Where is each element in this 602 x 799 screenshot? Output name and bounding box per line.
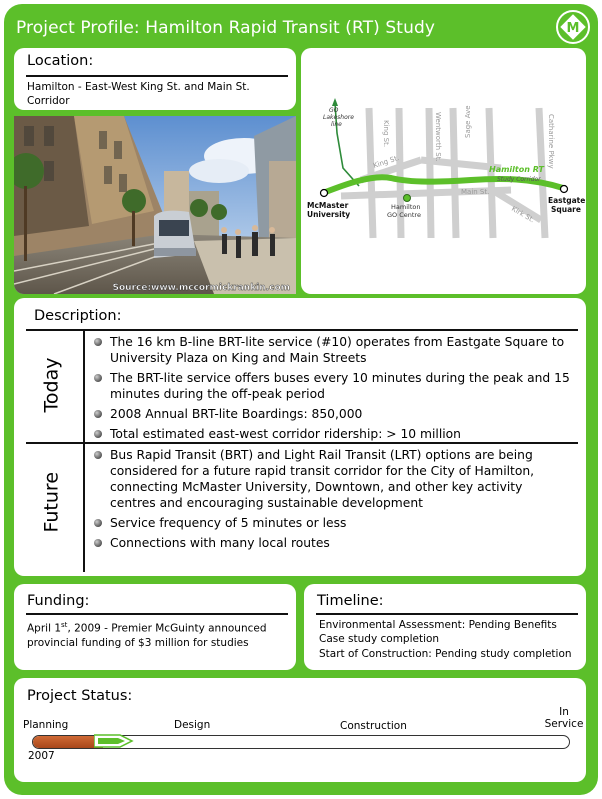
stage-design: Design	[174, 719, 211, 731]
bullet-icon	[94, 374, 102, 382]
stop-label-go-1: Hamilton	[391, 203, 421, 211]
status-arrow-icon	[94, 733, 134, 749]
bullet-icon	[94, 430, 102, 438]
today-bullets	[90, 334, 570, 446]
location-heading: Location:	[27, 53, 94, 69]
street-label: King St.	[372, 153, 401, 170]
corridor-map	[301, 48, 586, 294]
stop-label-eastgate-2: Square	[551, 205, 581, 214]
logo-letter: M	[566, 21, 580, 36]
street-label: Wentworth St.	[434, 112, 442, 162]
timeline-rule	[316, 613, 578, 615]
status-heading: Project Status:	[27, 688, 133, 704]
bullet-item: Service frequency of 5 minutes or less	[90, 515, 570, 531]
rt-line-sub: Study Corridor	[497, 176, 541, 183]
future-label: Future	[40, 471, 63, 533]
street-label: Sage Ave	[464, 105, 472, 138]
stage-construction: Construction	[340, 720, 407, 732]
bullet-item: Bus Rapid Transit (BRT) and Light Rail Transit (LRT) options are being considered for a future rapid transit corridor for the City of Hamilton, connecting McMaster University, Downtown, and other key activity centres and encouraging sustainable development	[90, 447, 570, 511]
photo-credit: Source:www.mccormickrankin.com	[112, 283, 290, 293]
bullet-item: Total estimated east-west corridor ridership: > 10 million	[90, 426, 570, 442]
bullet-icon	[94, 410, 102, 418]
funding-rule	[26, 613, 288, 615]
go-label-3: line	[331, 121, 342, 128]
street-label: King St.	[382, 120, 390, 148]
stop-label-go-2: GO Centre	[387, 211, 421, 219]
street-label: Main St.	[461, 188, 490, 196]
timeline-heading: Timeline:	[317, 593, 384, 609]
stage-planning: Planning	[23, 719, 69, 731]
go-label-1: GO	[329, 107, 339, 114]
stop-eastgate	[561, 186, 568, 193]
metrolinx-logo-icon	[556, 10, 590, 44]
rt-line-name: Hamilton RT	[489, 165, 544, 174]
streetcar-image	[14, 116, 296, 294]
status-year: 2007	[28, 750, 55, 762]
page-title: Project Profile: Hamilton Rapid Transit (RT) Study	[16, 18, 436, 38]
funding-panel	[14, 584, 296, 670]
location-rule	[26, 75, 288, 77]
route-map	[301, 48, 586, 294]
stop-mcmaster	[321, 190, 328, 197]
bullet-icon	[94, 451, 102, 459]
funding-text: April 1st, 2009 - Premier McGuinty announced provincial funding of $3 million for studies	[27, 621, 267, 649]
timeline-item: Environmental Assessment: Pending Benefits Case study completion	[319, 619, 557, 645]
location-text: Hamilton - East-West King St. and Main St. Corridor	[27, 81, 250, 107]
timeline-item: Start of Construction: Pending study completion	[319, 648, 572, 660]
stop-label-mcmaster-2: University	[307, 210, 351, 219]
funding-heading: Funding:	[27, 593, 90, 609]
today-label: Today	[40, 357, 63, 413]
description-heading: Description:	[34, 308, 122, 324]
bullet-icon	[94, 338, 102, 346]
stop-label-eastgate-1: Eastgate	[548, 196, 586, 205]
go-label-2: Lakeshore	[323, 114, 354, 121]
status-progress-fill	[33, 736, 103, 748]
go-line-arrow-icon	[332, 98, 338, 106]
future-bullets	[90, 447, 570, 555]
bullet-item: The BRT-lite service offers buses every 10 minutes during the peak and 15 minutes during the off-peak period	[90, 370, 570, 402]
street-photo	[14, 116, 296, 294]
bullet-item: The 16 km B-line BRT-lite service (#10) operates from Eastgate Square to University Plaza on King and Main Streets	[90, 334, 570, 366]
location-panel	[14, 48, 296, 110]
description-top-rule	[26, 329, 578, 331]
timeline-panel	[304, 584, 586, 670]
street-label: Kirk St.	[510, 204, 536, 225]
stop-go-centre	[404, 195, 411, 202]
description-divider	[83, 330, 85, 572]
bullet-item: Connections with many local routes	[90, 535, 570, 551]
bullet-item: 2008 Annual BRT-lite Boardings: 850,000	[90, 406, 570, 422]
description-panel	[14, 298, 586, 576]
status-panel	[14, 678, 586, 782]
bullet-icon	[94, 539, 102, 547]
bullet-icon	[94, 519, 102, 527]
street-label: Catharine Pkwy	[547, 114, 555, 169]
stop-label-mcmaster-1: McMaster	[307, 201, 349, 210]
stage-in-service: In Service	[544, 706, 584, 730]
